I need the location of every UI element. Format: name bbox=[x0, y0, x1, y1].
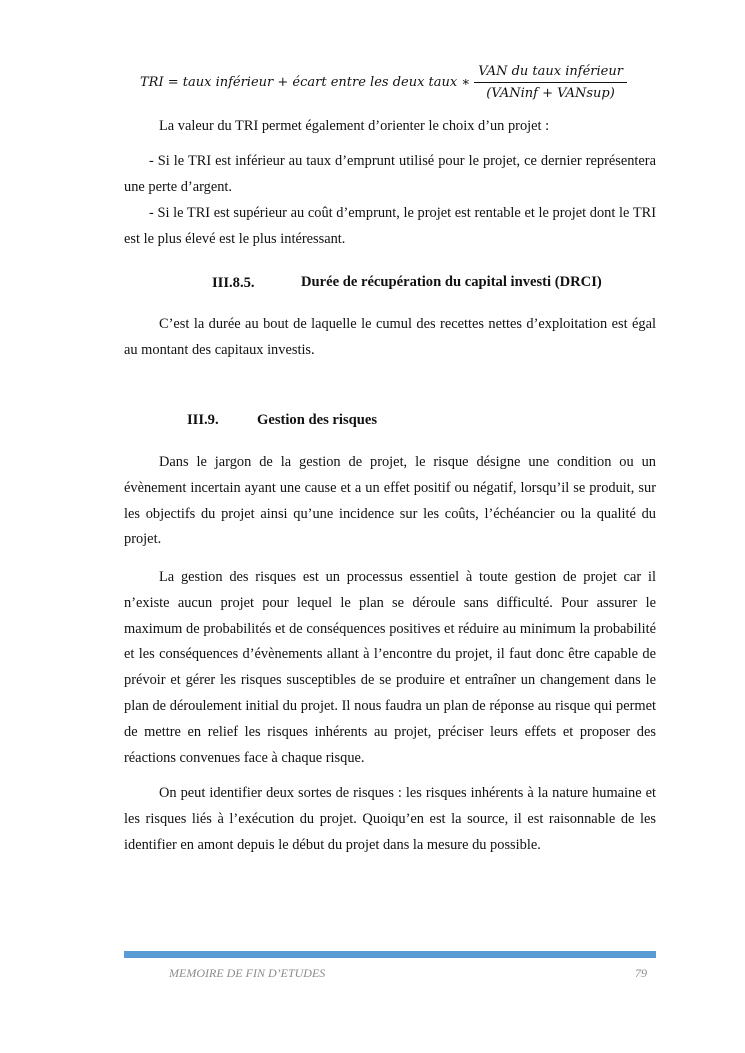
formula-fraction bbox=[474, 64, 627, 101]
tri-bullet-profit: - Si le TRI est supérieur au coût d’emprunt, le projet est rentable et le projet dont le TRI est le plus élevé est le plus intéressant. bbox=[124, 205, 656, 247]
tri-bullet-loss: - Si le TRI est inférieur au taux d’emprunt utilisé pour le projet, ce dernier représentera une perte d’argent. bbox=[124, 153, 656, 195]
section-title-drci: Durée de récupération du capital investi (DRCI) bbox=[301, 274, 602, 290]
section-number-drci: III.8.5. bbox=[212, 275, 255, 291]
formula-denominator: (VANinf + VANsup) bbox=[486, 85, 615, 101]
tri-intro-paragraph: La valeur du TRI permet également d’orienter le choix d’un projet : bbox=[159, 118, 550, 134]
footer-divider-bar bbox=[124, 951, 656, 958]
risk-management-paragraph: La gestion des risques est un processus essentiel à toute gestion de projet car il n’existe aucun projet pour lequel le plan se déroule sans difficulté. Pour assurer le maximum de probabilités et de conséquences positives et réduire au minimum la probabilité et les conséquences d’évènements allant à l’encontre du projet, il faut donc être capable de prévoir et gérer les risques susceptibles de se produire et entraîner un changement dans le plan de déroulement initial du projet. Il nous faudra un plan de réponse au risque qui permet de mettre en relief les risques inhérents au projet, préciser leurs effets et proposer des réactions convenues face à chaque risque. bbox=[124, 569, 656, 766]
formula-lhs: TRI = taux inférieur + écart entre les deux taux ∗ bbox=[140, 74, 471, 90]
risk-definition-paragraph: Dans le jargon de la gestion de projet, le risque désigne une condition ou un évènement incertain ayant une cause et a un effet positif ou négatif, lorsqu’il se produit, sur les objectifs du projet ainsi qu’une incidence sur les coûts, l’échéancier ou la qualité du projet. bbox=[124, 454, 656, 548]
tri-formula bbox=[140, 60, 645, 104]
formula-numerator: VAN du taux inférieur bbox=[474, 64, 627, 83]
risk-types-paragraph: On peut identifier deux sortes de risques : les risques inhérents à la nature humaine et les risques liés à l’exécution du projet. Quoiqu’en est la source, il est raisonnable de les identifier en amont depuis le début du projet dans la mesure du possible. bbox=[124, 785, 656, 853]
drci-paragraph: C’est la durée au bout de laquelle le cumul des recettes nettes d’exploitation est égal au montant des capitaux investis. bbox=[124, 316, 656, 358]
section-number-risks: III.9. bbox=[187, 412, 219, 428]
section-title-risks: Gestion des risques bbox=[257, 412, 378, 428]
page-number: 79 bbox=[635, 966, 647, 980]
footer-title: MEMOIRE DE FIN D’ETUDES bbox=[169, 966, 326, 980]
